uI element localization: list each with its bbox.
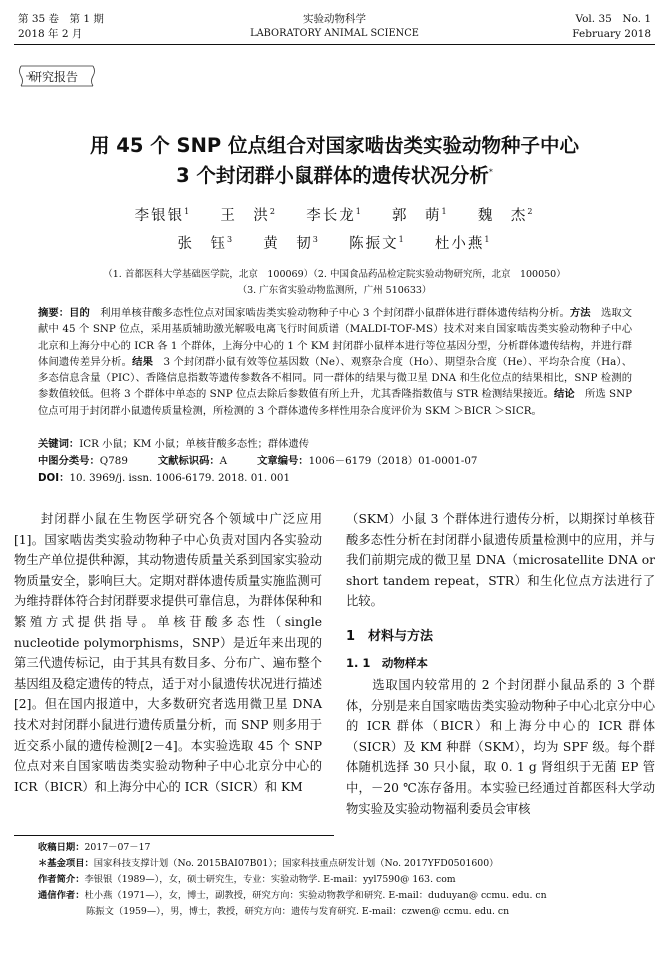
author: 杜小燕$^1$: [434, 235, 492, 252]
abstract-methods-label: 方法: [569, 307, 591, 319]
keywords: [38, 436, 309, 452]
footnote-fund: [38, 856, 498, 872]
author: 魏 杰$^2$: [477, 207, 535, 224]
author: 陈振文$^1$: [349, 235, 406, 252]
doc-code-label: 文献标识码：: [157, 455, 220, 467]
classification: [38, 453, 477, 469]
abstract-methods: 选取文献中 45 个 SNP 位点，采用基质辅助激光解吸电离飞行时间质谱（MALDI-TOF-MS）技术对来自国家啮齿类实验动物种子中心北京和上海分中心的 ICR 各 1 个群体，上海分中心的 1 个 KM 封闭群小鼠样本进行等位基因分型，分析群体遗传结构，并进行群体间遗传差异分析。: [38, 307, 633, 368]
section-heading-1-1: 1. 1 动物样本: [346, 655, 428, 670]
keywords-label: 关键词：: [38, 438, 80, 450]
author: 黄 韧$^3$: [263, 235, 320, 252]
author-info-label: 作者简介：: [38, 874, 85, 885]
doi-link[interactable]: 10. 3969/j. issn. 1006-6179. 2018. 01. 001: [69, 472, 291, 484]
fund-text: 国家科技支撑计划（No. 2015BAI07B01）；国家科技重点研发计划（No. 2017YFD0501600）: [93, 858, 499, 869]
journal-title-en: LABORATORY ANIMAL SCIENCE: [250, 28, 419, 39]
affiliation-line2: （3. 广东省实验动物监测所，广州 510633）: [237, 285, 432, 296]
author: 郭 萌$^1$: [392, 207, 449, 224]
clc-value: Q789: [99, 455, 128, 467]
corresponding-author-1: 杜小燕（1971—），女，博士，副教授，研究方向：实验动物教学和研究. E-mail：duduyan@ ccmu. edu. cn: [84, 890, 547, 901]
article-title-line2-text: 3 个封闭群小鼠群体的遗传状况分析: [176, 164, 489, 187]
footnote-corresponding: [38, 888, 547, 904]
header-rule: [14, 44, 655, 45]
keywords-text: ICR 小鼠；KM 小鼠；单核苷酸多态性；群体遗传: [79, 438, 310, 450]
doc-code-value: A: [219, 455, 228, 467]
footnote-author: [38, 872, 456, 888]
received-label: 收稿日期：: [38, 842, 85, 853]
author: 王 洪$^2$: [220, 207, 277, 224]
body-left-column: 封闭群小鼠在生物医学研究各个领域中广泛应用[1]。国家啮齿类实验动物种子中心负责对国内各实验动物生产单位提供种源，其动物遗传质量关系到国家实验动物质量安全，影响巨大。定期对群体遗传质量实施监测可为维持群体符合封闭群要求提供可靠信息，为群体保种和繁殖方式提供指导。单核苷酸多态性（single nucleotide polymorphisms，SNP）是近年来出现的第三代遗传标记，由于其具有数目多、分布广、遍布整个基因组及稳定遗传的特点，适于对小鼠遗传状况进行描述[2]。但在国内报道中，大多数研究者选用微卫星 DNA 技术对封闭群小鼠进行遗传质量分析，而 SNP 则多用于近交系小鼠的遗传检测[2－4]。本实验选取 45 个 SNP 位点对来自国家啮齿类实验动物种子中心北京分中心的 ICR（BICR）和上海分中心的 ICR（SICR）和 KM: [14, 512, 322, 794]
author: 张 钰$^3$: [177, 235, 235, 252]
clc-label: 中图分类号：: [38, 455, 100, 467]
title-footnote-mark: *: [488, 167, 493, 177]
journal-volume: 第 35 卷 第 1 期: [18, 13, 104, 25]
abstract-label: 摘要：目的: [38, 307, 90, 319]
footnote-corresponding-2: 陈振文（1959—），男，博士，教授，研究方向：遗传与发育研究. E-mail：czwen@ ccmu. edu. cn: [86, 906, 510, 917]
journal-vol-en: Vol. 35 No. 1: [575, 13, 651, 25]
abstract: [38, 305, 632, 419]
abstract-conclusion-label: 结论: [553, 388, 575, 401]
article-number-label: 文章编号：: [257, 455, 309, 467]
section-heading-1: 1 材料与方法: [346, 628, 434, 644]
abstract-conclusion: 所选 SNP 位点可用于封闭群小鼠遗传质量检测，所检测的 3 个群体遗传多样性用杂合度评价为 SKM ＞BICR ＞SICR。: [38, 388, 633, 417]
body-right-column: [346, 509, 655, 819]
body-right-paragraph1: （SKM）小鼠 3 个群体进行遗传分析，以期探讨单核苷酸多态性分析在封闭群小鼠遗传质量检测中的应用，并与我们前期完成的微卫星 DNA（microsatellite DNA or short tandem repeat，STR）和生化位点方法进行了比较。: [346, 512, 655, 609]
section-tag: 研究报告: [30, 70, 79, 84]
journal-title-cn: 实验动物科学: [303, 13, 366, 25]
abstract-purpose: 利用单核苷酸多态性位点对国家啮齿类实验动物种子中心 3 个封闭群小鼠群体进行群体遗传结构分析。: [89, 307, 570, 319]
author-list-line2: [0, 232, 669, 253]
article-title-line1: 用 45 个 SNP 位点组合对国家啮齿类实验动物种子中心: [90, 134, 579, 157]
author-list-line1: [0, 204, 669, 225]
article-number-value: 1006－6179（2018）01-0001-07: [308, 455, 478, 467]
doi-label: DOI：: [38, 472, 70, 484]
body-right-paragraph2: 选取国内较常用的 2 个封闭群小鼠品系的 3 个群体，分别是来自国家啮齿类实验动物种子中心北京分中心的 ICR 群体（BICR）和上海分中心的 ICR 群体（SICR）及 KM 种群（SKM），均为 SPF 级。每个群体随机选择 30 只小鼠，取 0. 1 g 肾组织于无菌 EP 管中，－20 ℃冻存备用。本实验已经通过首都医科大学动物实验及实验动物福利委员会审核: [346, 677, 655, 816]
abstract-results-label: 结果: [132, 355, 154, 368]
article-title-line2: [0, 160, 669, 188]
author: 李银银$^1$: [134, 207, 192, 224]
affiliation-line1: （1. 首都医科大学基础医学院，北京 100069）（2. 中国食品药品检定院实验动物研究所，北京 100050）: [103, 269, 566, 280]
doi: [38, 470, 290, 486]
abstract-results: 3 个封闭群小鼠有效等位基因数（Ne）、观察杂合度（Ho）、期望杂合度（He）、平均杂合度（Ha）、多态信息含量（PIC）、香隆信息指数等遗传参数各不相同。同一群体的结果与微卫星 DNA 和生化位点的结果相比，SNP 检测的参数值较低。但将 3 个群体中单态的 SNP 位点去除后参数值有所上升，尤其香隆指数值与 STR 检测结果接近。: [38, 355, 633, 401]
received-date: 2017－07－17: [84, 842, 151, 853]
fund-label: ＊基金项目：: [38, 858, 94, 869]
footnote-rule: [14, 835, 334, 836]
author-info-text: 李银银（1989—），女，硕士研究生，专业：实验动物学. E-mail：yyl7590@ 163. com: [84, 874, 456, 885]
footnote-received: [38, 840, 150, 856]
corresponding-label: 通信作者：: [38, 890, 85, 901]
journal-date: 2018 年 2 月: [18, 28, 83, 40]
journal-date-en: February 2018: [572, 28, 651, 40]
author: 李长龙$^1$: [306, 207, 363, 224]
